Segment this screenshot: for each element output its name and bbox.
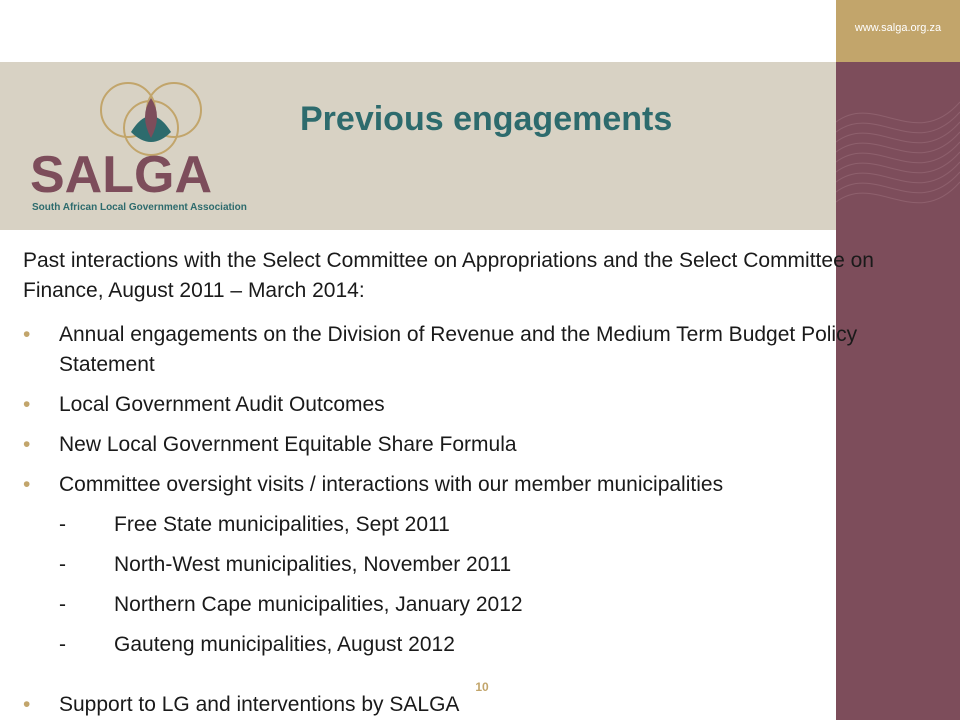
sub-item-text: North-West municipalities, November 2011	[114, 553, 512, 576]
website-url[interactable]: www.salga.org.za	[854, 22, 942, 34]
bullet-icon: •	[23, 393, 31, 416]
sub-item-text: Northern Cape municipalities, January 2012	[114, 593, 523, 616]
dash-icon: -	[59, 553, 66, 576]
bullet-text: Annual engagements on the Division of Revenue and the Medium Term Budget Policy Statement	[59, 323, 858, 376]
svg-text:SALGA: SALGA	[30, 146, 212, 204]
sub-item-text: Free State municipalities, Sept 2011	[114, 513, 450, 536]
dash-icon: -	[59, 633, 66, 656]
bullet-text: Local Government Audit Outcomes	[59, 393, 385, 416]
top-bar	[0, 0, 960, 62]
bullet-item	[23, 470, 923, 500]
bullet-text: Committee oversight visits / interactions with our member municipalities	[59, 473, 724, 496]
bullet-item	[23, 390, 923, 420]
bullet-item	[23, 430, 923, 460]
bullet-icon: •	[23, 693, 31, 716]
sub-list-item	[23, 510, 923, 540]
dash-icon: -	[59, 513, 66, 536]
dash-icon: -	[59, 593, 66, 616]
sub-item-text: Gauteng municipalities, August 2012	[114, 633, 455, 656]
sub-list-item	[23, 550, 923, 580]
bullet-list	[23, 320, 923, 670]
bullet-icon: •	[23, 323, 31, 346]
bullet-item	[23, 320, 923, 380]
svg-text:South African Local Government: South African Local Government Association	[32, 202, 247, 213]
bullet-icon: •	[23, 473, 31, 496]
sub-list-item	[23, 630, 923, 660]
salga-logo	[26, 80, 278, 216]
bullet-text: New Local Government Equitable Share Formula	[59, 433, 517, 456]
bullet-item-last	[23, 690, 859, 720]
salga-emblem-icon	[26, 80, 278, 216]
page-number: 10	[475, 680, 489, 694]
sub-list-item	[23, 590, 923, 620]
bullet-text: Support to LG and interventions by SALGA	[59, 693, 460, 716]
bullet-icon: •	[23, 433, 31, 456]
url-badge	[836, 0, 960, 62]
slide-title: Previous engagements	[300, 100, 673, 138]
intro-text: Past interactions with the Select Committee on Appropriations and the Select Committee on Finance, August 2011 – March 2014:	[23, 249, 874, 302]
